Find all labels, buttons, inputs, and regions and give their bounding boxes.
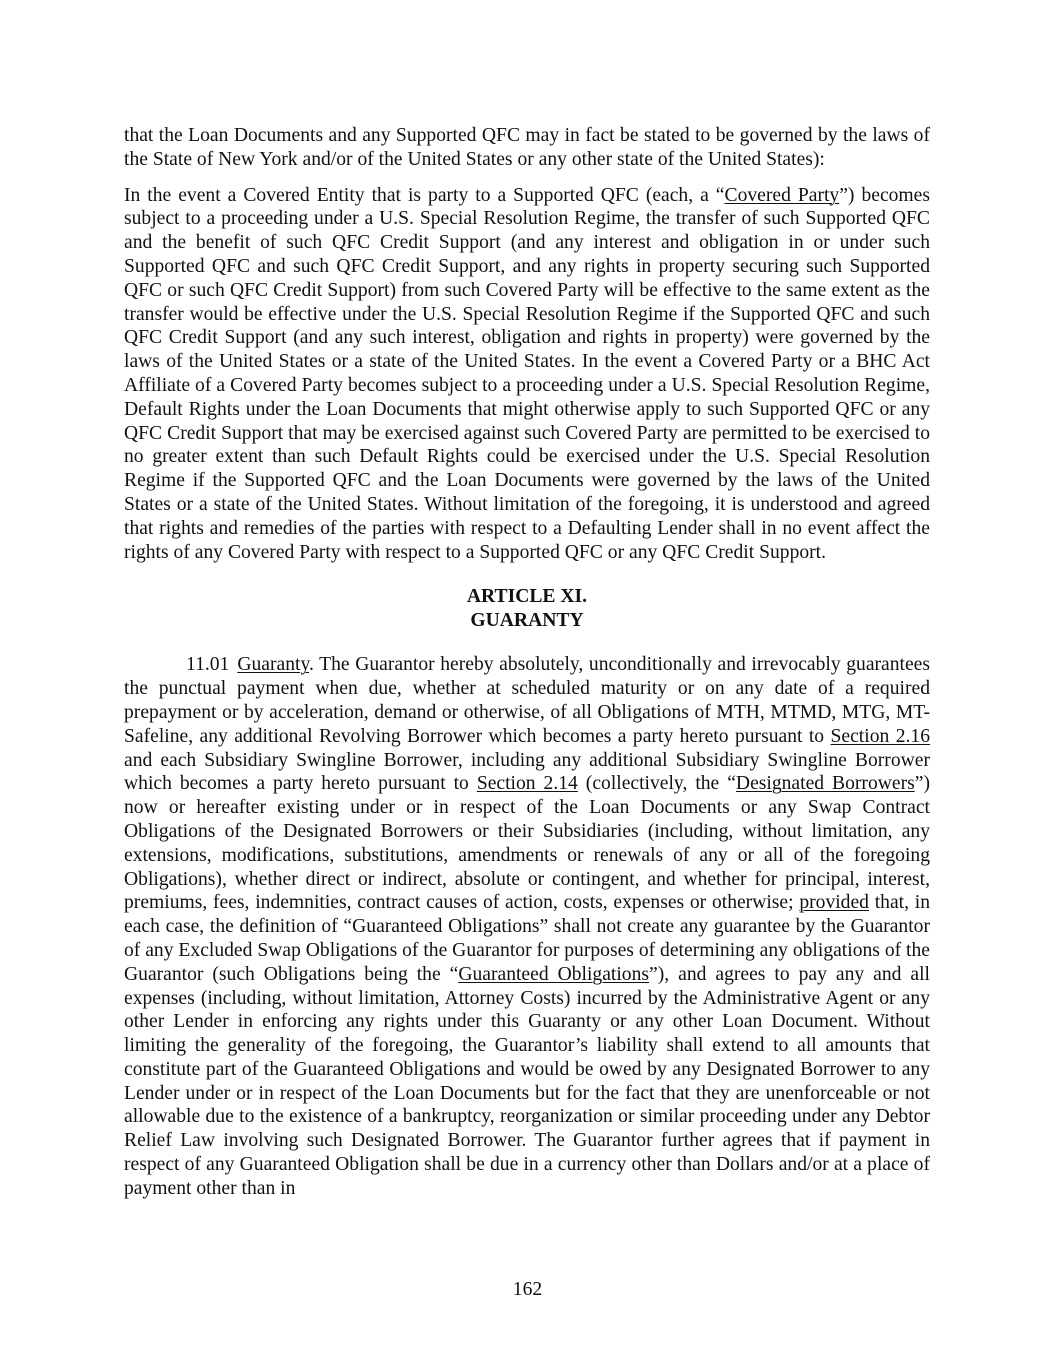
paragraph-text: (collectively, the “ [577, 773, 736, 795]
defined-term-guaranteed-obligations: Guaranteed Obligations [458, 963, 650, 985]
defined-term-covered-party: Covered Party [724, 184, 840, 206]
article-number: ARTICLE XI. [466, 586, 588, 608]
paragraph-text: ”) becomes subject to a proceeding under a U.S. Special Resolution Regime, the transfer of such Supported QFC and the benefit of such QFC Credit Support (and any interest and obligation in or under such Supported QFC and such QFC Credit Support, and any rights in property securing such Supported QFC or such QFC Credit Support) from such Covered Party will be effective to the same extent as the transfer would be effective under the U.S. Special Resolution Regime if the Supported QFC and such QFC Credit Support (and any such interest, obligation and rights in property) were governed by the laws of the United States or a state of the United States. In the event a Covered Party or a BHC Act Affiliate of a Covered Party becomes subject to a proceeding under a U.S. Special Resolution Regime, Default Rights under the Loan Documents that might otherwise apply to such Supported QFC or any QFC Credit Support that may be exercised against such Covered Party are permitted to be exercised to no greater extent than such Default Rights could be exercised under the U.S. Special Resolution Regime if the Supported QFC and the Loan Documents were governed by the laws of the United States or a state of the United States. Without limitation of the foregoing, it is understood and agreed that rights and remedies of the parties with respect to a Defaulting Lender shall in no event affect the rights of any Covered Party with respect to a Supported QFC or any QFC Credit Support. [124, 184, 930, 563]
article-title: GUARANTY [470, 610, 584, 632]
defined-term-designated-borrowers: Designated Borrowers [735, 773, 915, 795]
section-heading: Guaranty [237, 654, 309, 676]
paragraph-qfc-intro-continuation: that the Loan Documents and any Supported QFC may in fact be stated to be governed by the laws of the State of New York and/or of the United States or any other state of the United States): [124, 125, 930, 170]
document-page [124, 124, 930, 1201]
page-number: 162 [512, 1279, 543, 1300]
article-heading [124, 585, 930, 633]
paragraph-text: that, in each case, the definition of “Guaranteed Obligations” shall not create any guarantee by the Guarantor of any Excluded Swap Obligations of the Guarantor for purposes of determining any obligations of the Guarantor (such Obligations being the “ [124, 892, 930, 985]
section-11-01-paragraph [124, 653, 930, 1200]
section-number: 11.01 [186, 654, 230, 676]
paragraph-text: In the event a Covered Entity that is party to a Supported QFC (each, a “ [124, 184, 725, 206]
cross-reference-section-2-14: Section 2.14 [476, 773, 578, 795]
paragraph-text: and each Subsidiary Swingline Borrower, including any additional Subsidiary Swingline Borrower which becomes a party hereto pursuant to [124, 749, 930, 795]
proviso-provided: provided [799, 892, 869, 914]
paragraph-covered-party [124, 184, 930, 565]
paragraph-text: . The Guarantor hereby absolutely, unconditionally and irrevocably guarantees the punctual payment when due, whether at scheduled maturity or on any date of a required prepayment or by acceleration, demand or otherwise, of all Obligations of MTH, MTMD, MTG, MT-Safeline, any additional Revolving Borrower which becomes a party hereto pursuant to [124, 654, 930, 747]
paragraph-text: ”), and agrees to pay any and all expenses (including, without limitation, Attorney Costs) incurred by the Administrative Agent or any other Lender in enforcing any rights under this Guaranty or any other Loan Document. Without limiting the generality of the foregoing, the Guarantor’s liability shall extend to all amounts that constitute part of the Guaranteed Obligations and would be owed by any Designated Borrower to any Lender under or in respect of the Loan Documents but for the fact that they are unenforceable or not allowable due to the existence of a bankruptcy, reorganization or similar proceeding under any Debtor Relief Law involving such Designated Borrower. The Guarantor further agrees that if payment in respect of any Guaranteed Obligation shall be due in a currency other than Dollars and/or at a place of payment other than in [124, 963, 930, 1199]
paragraph-text: ”) now or hereafter existing under or in respect of the Loan Documents or any Swap Contract Obligations of the Designated Borrowers or their Subsidiaries (including, without limitation, any extensions, modifications, substitutions, amendments or renewals of any or all of the foregoing Obligations), whether direct or indirect, absolute or contingent, and whether for principal, interest, premiums, fees, indemnities, contract causes of action, costs, expenses or otherwise; [124, 773, 930, 914]
cross-reference-section-2-16: Section 2.16 [830, 725, 930, 747]
